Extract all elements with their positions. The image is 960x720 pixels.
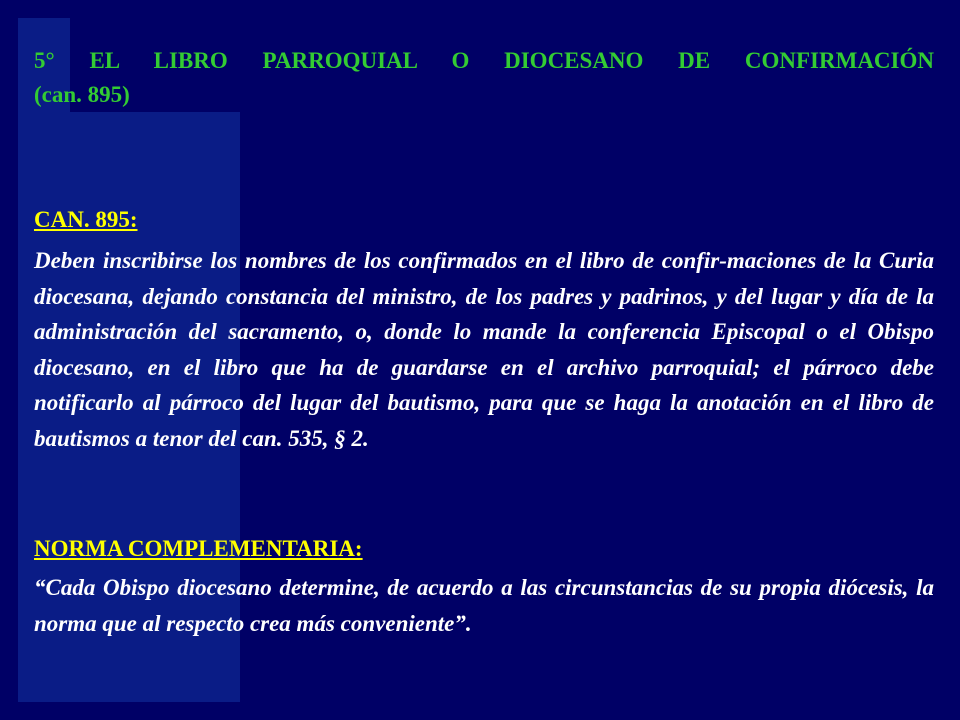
- canon-text-paragraph: Deben inscribirse los nombres de los confirmados en el libro de confir-maciones de la Curia diocesana, dejando constancia del ministro, de los padres y padrinos, y del lugar y día de la administración del sacramento, o, donde lo mande la conferencia Episcopal o el Obispo diocesano, en el libro que ha de guardarse en el archivo parroquial; el párroco debe notificarlo al párroco del lugar del bautismo, para que se haga la anotación en el libro de bautismos a tenor del can. 535, § 2.: [34, 248, 934, 451]
- section-heading-norma-complementaria: NORMA COMPLEMENTARIA:: [34, 536, 363, 561]
- slide-title: [34, 44, 934, 112]
- slide-content: [34, 44, 934, 641]
- slide-title-line1: 5° EL LIBRO PARROQUIAL O DIOCESANO DE CONFIRMACIÓN: [34, 48, 934, 73]
- section-heading-can-895: CAN. 895:: [34, 207, 138, 232]
- slide-title-line2: (can. 895): [34, 82, 130, 107]
- norma-text-paragraph: “Cada Obispo diocesano determine, de acuerdo a las circunstancias de su propia diócesis, la norma que al respecto crea más conveniente”.: [34, 575, 934, 636]
